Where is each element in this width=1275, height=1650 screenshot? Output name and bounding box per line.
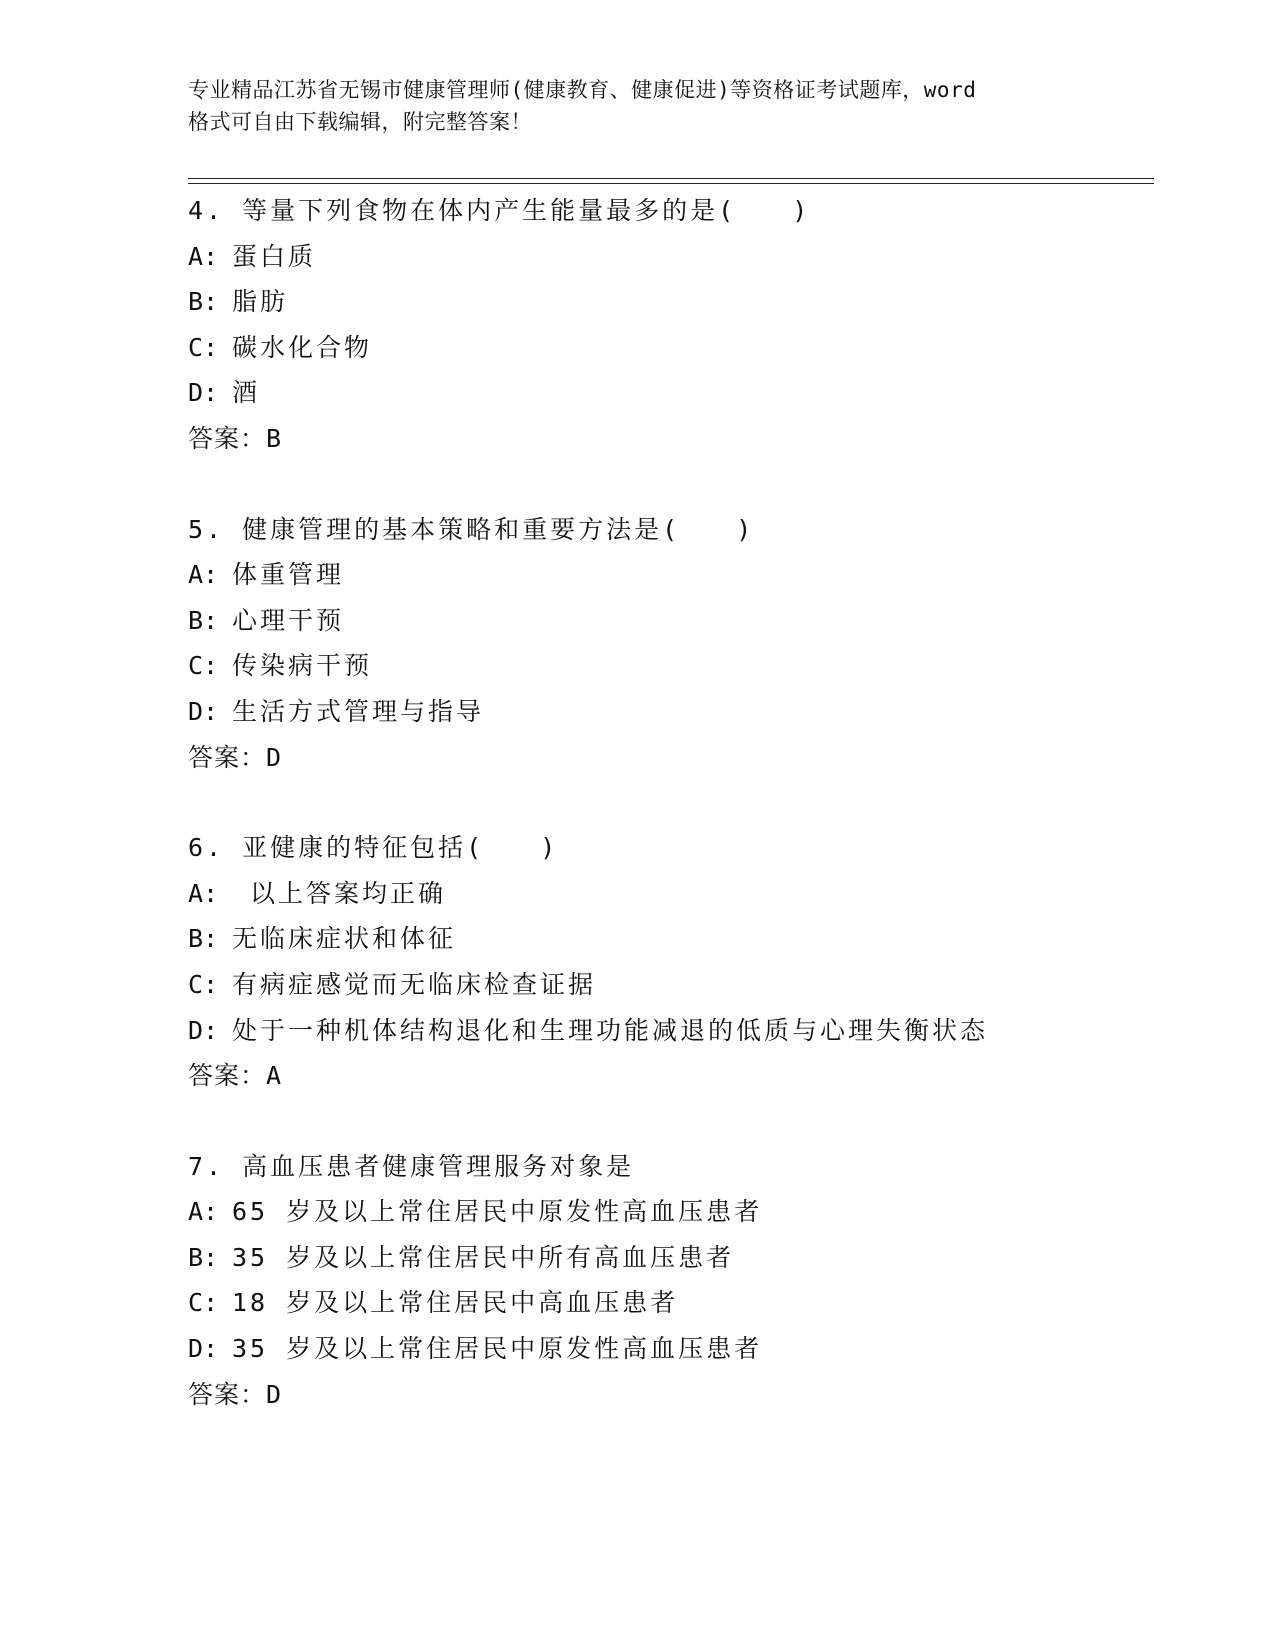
answer-line <box>188 416 1148 462</box>
question-stem: 6. 亚健康的特征包括( ) <box>188 833 559 863</box>
option-text: 无临床症状和体征 <box>232 924 457 954</box>
option-label: D: <box>188 378 219 408</box>
document-header <box>188 74 1088 138</box>
answer-line <box>188 1372 1148 1418</box>
question-5 <box>188 507 1148 781</box>
answer-line <box>188 735 1148 781</box>
answer-label: 答案： <box>188 1379 267 1409</box>
option-a <box>188 1189 1148 1235</box>
option-label: B: <box>188 1242 219 1272</box>
question-stem: 5. 健康管理的基本策略和重要方法是( ) <box>188 514 755 544</box>
answer-label: 答案： <box>188 1061 267 1091</box>
option-text: 脂肪 <box>232 287 289 317</box>
option-d <box>188 370 1148 416</box>
option-d <box>188 1326 1148 1372</box>
answer-value: A <box>266 1061 283 1091</box>
answer-line <box>188 1053 1148 1099</box>
option-text: 传染病干预 <box>232 651 373 681</box>
option-label: C: <box>188 332 219 362</box>
option-label: B: <box>188 605 219 635</box>
question-stem: 7. 高血压患者健康管理服务对象是 <box>188 1151 635 1181</box>
option-label: A: <box>188 878 219 908</box>
option-label: C: <box>188 1288 219 1318</box>
option-text: 35 岁及以上常住居民中所有高血压患者 <box>232 1242 735 1272</box>
option-a <box>188 552 1148 598</box>
option-c <box>188 325 1148 371</box>
question-list <box>188 188 1148 1462</box>
option-d <box>188 689 1148 735</box>
answer-value: B <box>266 423 283 453</box>
option-text: 35 岁及以上常住居民中原发性高血压患者 <box>232 1334 763 1364</box>
option-text: 处于一种机体结构退化和生理功能减退的低质与心理失衡状态 <box>232 1015 989 1045</box>
header-line-2: 格式可自由下载编辑，附完整答案！ <box>188 110 532 134</box>
option-label: A: <box>188 241 219 271</box>
option-text: 酒 <box>232 378 261 408</box>
option-c <box>188 962 1148 1008</box>
option-d <box>188 1008 1148 1054</box>
option-text: 生活方式管理与指导 <box>232 696 485 726</box>
option-text: 体重管理 <box>232 560 345 590</box>
question-4 <box>188 188 1148 462</box>
question-6 <box>188 825 1148 1099</box>
option-text: 碳水化合物 <box>232 332 373 362</box>
option-b <box>188 1235 1148 1281</box>
option-text: 蛋白质 <box>232 241 317 271</box>
header-line-1: 专业精品江苏省无锡市健康管理师(健康教育、健康促进)等资格证考试题库，word <box>188 78 977 102</box>
option-label: A: <box>188 560 219 590</box>
answer-value: D <box>266 742 283 772</box>
option-b <box>188 279 1148 325</box>
option-text: 以上答案均正确 <box>232 878 447 908</box>
option-c <box>188 1280 1148 1326</box>
option-label: D: <box>188 1015 219 1045</box>
option-label: C: <box>188 651 219 681</box>
option-a <box>188 234 1148 280</box>
option-label: A: <box>188 1197 219 1227</box>
question-7 <box>188 1144 1148 1418</box>
answer-value: D <box>266 1379 283 1409</box>
option-label: B: <box>188 287 219 317</box>
option-b <box>188 916 1148 962</box>
option-label: D: <box>188 1334 219 1364</box>
answer-label: 答案： <box>188 742 267 772</box>
header-divider-bottom <box>188 183 1154 184</box>
option-text: 有病症感觉而无临床检查证据 <box>232 969 597 999</box>
option-label: B: <box>188 924 219 954</box>
header-divider-top <box>188 178 1154 179</box>
option-c <box>188 643 1148 689</box>
question-stem: 4. 等量下列食物在体内产生能量最多的是( ) <box>188 196 811 225</box>
option-label: C: <box>188 969 219 999</box>
option-a <box>188 871 1148 917</box>
answer-label: 答案： <box>188 423 267 453</box>
option-text: 65 岁及以上常住居民中原发性高血压患者 <box>232 1197 763 1227</box>
option-b <box>188 598 1148 644</box>
option-text: 心理干预 <box>232 605 345 635</box>
option-text: 18 岁及以上常住居民中高血压患者 <box>232 1288 679 1318</box>
option-label: D: <box>188 696 219 726</box>
